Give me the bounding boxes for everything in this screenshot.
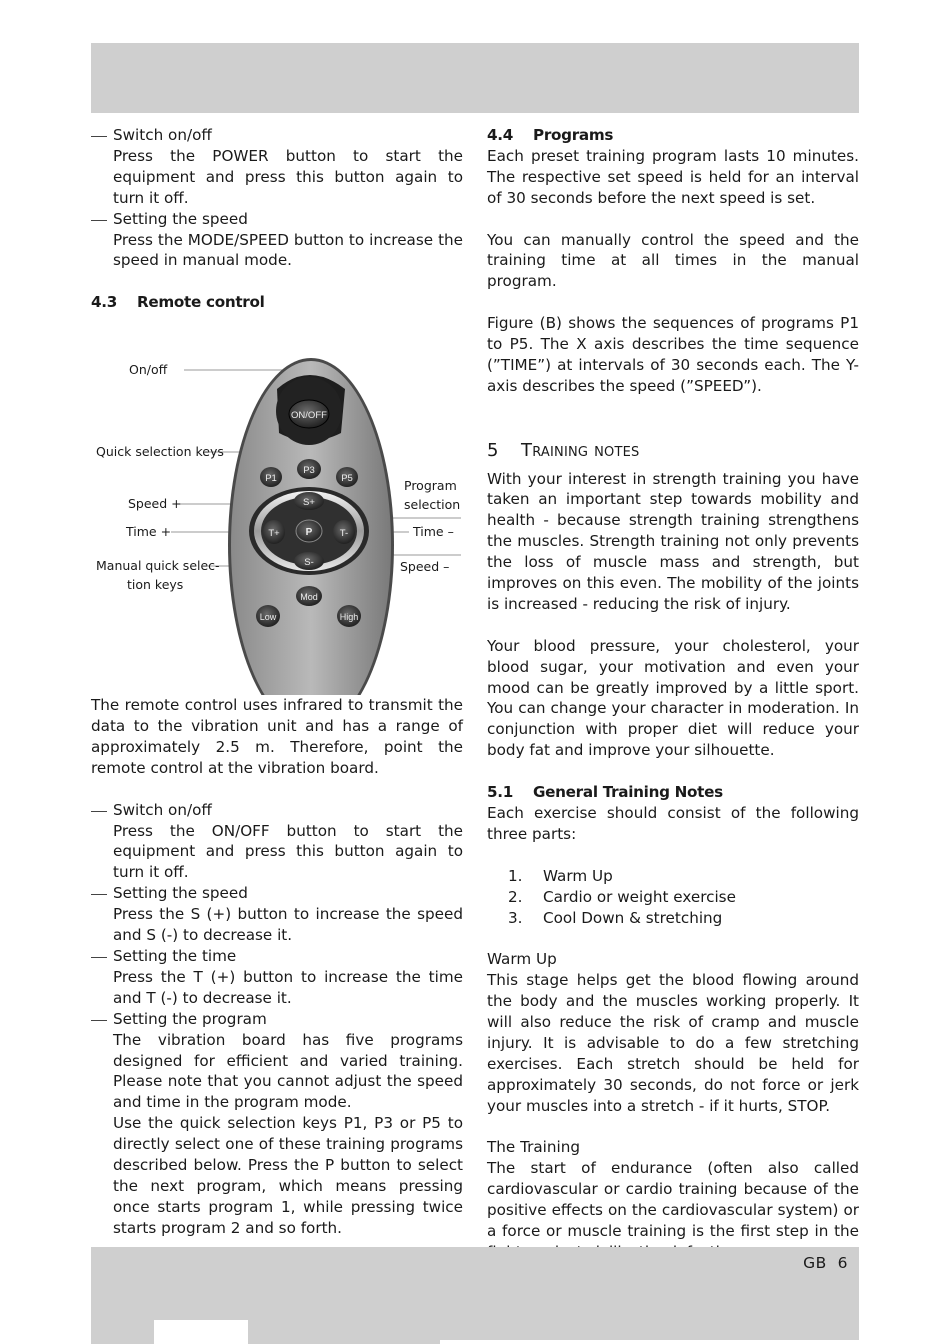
item-text: Press the T (+) button to increase the time and T (-) to decrease it.: [113, 967, 463, 1007]
training-paragraph-1: With your interest in strength training you have taken an important step towards mobility and health - because strength training strengthens the muscles. Strength training not only prevents the loss of muscle mass and strength, but improves on this even. The mobility of the joints is increased - reducing the risk of injury.: [487, 469, 859, 613]
item-title: Setting the speed: [113, 884, 248, 903]
left-column: [91, 125, 463, 1239]
label-on-off: On/off: [129, 362, 168, 378]
remote-figure: [91, 313, 463, 695]
p1-button-label: P1: [265, 473, 277, 485]
list-item: [91, 883, 463, 946]
section-heading-5: 5 Training notes: [487, 439, 640, 461]
label-quick-selection: Quick selection keys: [96, 444, 224, 460]
list-item: 1. Warm Up: [508, 866, 613, 885]
label-speed-minus: Speed –: [400, 559, 450, 575]
list-item: [91, 800, 463, 884]
label-time-plus: Time +: [126, 524, 172, 540]
section-heading-4-4: 4.4 Programs: [487, 126, 614, 144]
training-text: The start of endurance (often also called cardiovascular or cardio training because of the positive effects on the cardiovascular system) or a force or muscle training is the first step in the: [487, 1159, 859, 1241]
item-text-2: Use the quick selection keys P1, P3 or P5 to directly select one of these training programs described below. Press the P button to select the next program, which means pressing once starts program 1, while pressing twice starts program 2 and so forth.: [113, 1114, 463, 1237]
footer-tab: [154, 1320, 248, 1344]
list-item: [91, 1009, 463, 1239]
remote-description: The remote control uses infrared to transmit the data to the vibration unit and has a range of approximately 2.5 m. Therefore, point the remote control at the vibration board.: [91, 696, 463, 777]
programs-paragraph-3: Figure (B) shows the sequences of programs P1 to P5. The X axis describes the time sequence (”TIME”) at intervals of 30 seconds each. The Y-axis describes the speed (”SPEED”).: [487, 314, 859, 395]
t-plus-label: T+: [268, 528, 280, 540]
item-title: Setting the speed: [113, 209, 248, 228]
item-text: Press the POWER button to start the equipment and press this button again to turn it off.: [113, 146, 463, 207]
training-title: The Training: [487, 1138, 580, 1157]
warmup-text: This stage helps get the blood flowing around the body and the muscles working properly. It will also reduce the risk of cramp and muscle injury. It is advisable to do a few stretching exercises. Each stretch should be held for approximately 30 seconds, do not force or jerk your muscles into a stretch - if it hurts, STOP.: [487, 971, 859, 1115]
item-text: Press the S (+) button to increase the speed and S (-) to decrease it.: [113, 905, 463, 945]
header-band: [91, 43, 859, 113]
numbered-list: [487, 866, 859, 929]
s-minus-label: S-: [304, 557, 314, 569]
item-title: Switch on/off: [113, 800, 212, 819]
footer-line: [440, 1340, 859, 1344]
mod-button-label: Mod: [300, 592, 318, 603]
item-title: Switch on/off: [113, 126, 212, 144]
general-paragraph: Each exercise should consist of the following three parts:: [487, 804, 859, 843]
s-plus-label: S+: [303, 497, 315, 509]
p5-button-label: P5: [341, 473, 353, 485]
list-item: [91, 209, 463, 272]
training-paragraph-2: Your blood pressure, your cholesterol, your blood sugar, your motivation and even your mood can be greatly improved by a little sport. You can change your character in moderation. In conjunction with proper diet will reduce your body fat and improve your silhouette.: [487, 636, 859, 760]
label-program-2: selection: [404, 497, 461, 513]
label-program-1: Program: [404, 478, 457, 494]
item-text: The vibration board has five programs designed for efficient and varied training. Please note that you cannot adjust the speed and time in the program mode.: [113, 1030, 463, 1112]
list-item: [91, 125, 463, 209]
programs-paragraph-2: You can manually control the speed and the training time at all times in the manual program.: [487, 230, 859, 291]
label-speed-plus: Speed +: [128, 496, 182, 512]
item-text: Press the MODE/SPEED button to increase the speed in manual mode.: [113, 230, 463, 270]
warmup-title: Warm Up: [487, 950, 557, 969]
label-manual-2: tion keys: [127, 577, 184, 593]
low-button-label: Low: [259, 612, 277, 623]
label-manual-1: Manual quick selec-: [96, 558, 220, 574]
item-title: Setting the program: [113, 1009, 267, 1028]
page-number: GB 6: [803, 1254, 848, 1272]
power-button-label: ON/OFF: [291, 410, 327, 422]
t-minus-label: T-: [339, 528, 349, 540]
list-item: 3. Cool Down & stretching: [508, 908, 723, 927]
high-button-label: High: [339, 612, 359, 623]
item-title: Setting the time: [113, 947, 237, 965]
right-column: [487, 125, 859, 1263]
list-item: 2. Cardio or weight exercise: [508, 887, 736, 906]
programs-paragraph-1: Each preset training program lasts 10 minutes. The respective set speed is held for an interval of 30 seconds before the next speed is set.: [487, 146, 859, 207]
list-item: [91, 946, 463, 1009]
item-text: Press the ON/OFF button to start the equipment and press this button again to turn it off.: [113, 821, 463, 882]
p-button-label: P: [305, 527, 313, 539]
p3-button-label: P3: [303, 465, 315, 477]
label-time-minus: Time –: [413, 524, 454, 540]
section-heading-5-1: 5.1 General Training Notes: [487, 783, 723, 802]
section-heading-4-3: 4.3 Remote control: [91, 293, 265, 312]
